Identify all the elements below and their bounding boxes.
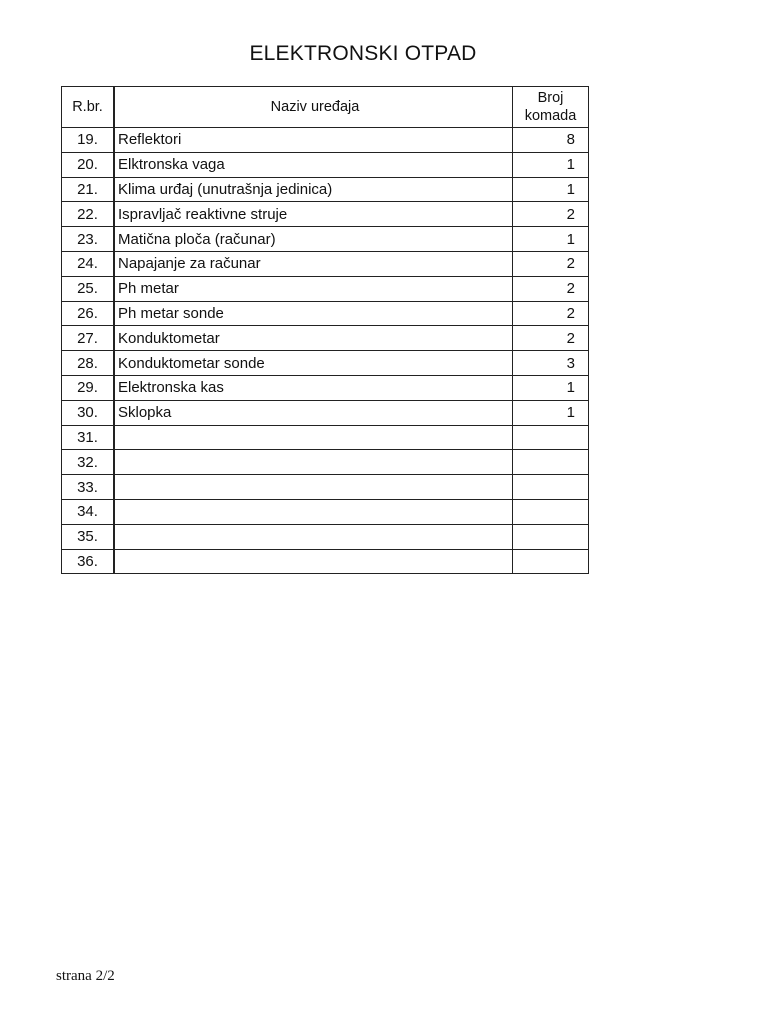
table-row	[62, 351, 589, 376]
header-broj-komada	[513, 87, 589, 128]
row-quantity	[513, 450, 589, 475]
row-quantity: 1	[513, 375, 589, 400]
row-number: 19.	[62, 128, 115, 153]
row-number: 29.	[62, 375, 115, 400]
row-name: Klima urđaj (unutrašnja jedinica)	[114, 177, 513, 202]
row-number: 30.	[62, 400, 115, 425]
row-quantity	[513, 425, 589, 450]
table-row	[62, 128, 589, 153]
row-number: 28.	[62, 351, 115, 376]
row-quantity: 8	[513, 128, 589, 153]
row-name: Ispravljač reaktivne struje	[114, 202, 513, 227]
table-row	[62, 152, 589, 177]
page-title: ELEKTRONSKI OTPAD	[249, 42, 477, 65]
row-name	[114, 549, 513, 574]
row-name: Konduktometar sonde	[114, 351, 513, 376]
row-quantity: 2	[513, 301, 589, 326]
row-quantity: 1	[513, 177, 589, 202]
row-number: 20.	[62, 152, 115, 177]
row-name: Ph metar	[114, 276, 513, 301]
row-name	[114, 425, 513, 450]
table-row	[62, 524, 589, 549]
row-quantity: 1	[513, 400, 589, 425]
row-quantity: 1	[513, 227, 589, 252]
table-row	[62, 326, 589, 351]
row-quantity	[513, 475, 589, 500]
table-row	[62, 276, 589, 301]
row-name: Reflektori	[114, 128, 513, 153]
row-name: Sklopka	[114, 400, 513, 425]
row-number: 32.	[62, 450, 115, 475]
row-number: 34.	[62, 499, 115, 524]
row-number: 26.	[62, 301, 115, 326]
row-number: 23.	[62, 227, 115, 252]
row-name	[114, 524, 513, 549]
header-broj: Broj	[537, 90, 564, 106]
table-row	[62, 450, 589, 475]
table-row	[62, 475, 589, 500]
row-number: 27.	[62, 326, 115, 351]
row-number: 21.	[62, 177, 115, 202]
page-footer: strana 2/2	[56, 968, 115, 984]
table-row	[62, 251, 589, 276]
row-number: 31.	[62, 425, 115, 450]
row-quantity: 2	[513, 202, 589, 227]
table-header-row	[62, 87, 589, 128]
row-name	[114, 499, 513, 524]
row-name: Elektronska kas	[114, 375, 513, 400]
table-row	[62, 549, 589, 574]
table-row	[62, 499, 589, 524]
table-row	[62, 425, 589, 450]
row-name: Elktronska vaga	[114, 152, 513, 177]
row-name: Konduktometar	[114, 326, 513, 351]
table-row	[62, 202, 589, 227]
row-quantity	[513, 549, 589, 574]
table-row	[62, 375, 589, 400]
row-name: Napajanje za računar	[114, 251, 513, 276]
table-row	[62, 400, 589, 425]
row-number: 24.	[62, 251, 115, 276]
row-quantity	[513, 499, 589, 524]
row-quantity: 2	[513, 276, 589, 301]
row-number: 33.	[62, 475, 115, 500]
row-quantity: 2	[513, 326, 589, 351]
items-table	[61, 86, 589, 574]
row-name: Matična ploča (računar)	[114, 227, 513, 252]
row-name	[114, 475, 513, 500]
header-rbr: R.br.	[62, 87, 115, 128]
row-number: 36.	[62, 549, 115, 574]
table-row	[62, 301, 589, 326]
row-quantity: 3	[513, 351, 589, 376]
table-row	[62, 227, 589, 252]
row-name: Ph metar sonde	[114, 301, 513, 326]
row-number: 22.	[62, 202, 115, 227]
row-quantity	[513, 524, 589, 549]
row-name	[114, 450, 513, 475]
row-number: 35.	[62, 524, 115, 549]
header-komada: komada	[524, 108, 577, 124]
row-quantity: 2	[513, 251, 589, 276]
header-naziv: Naziv uređaja	[114, 87, 513, 128]
row-quantity: 1	[513, 152, 589, 177]
table-row	[62, 177, 589, 202]
row-number: 25.	[62, 276, 115, 301]
